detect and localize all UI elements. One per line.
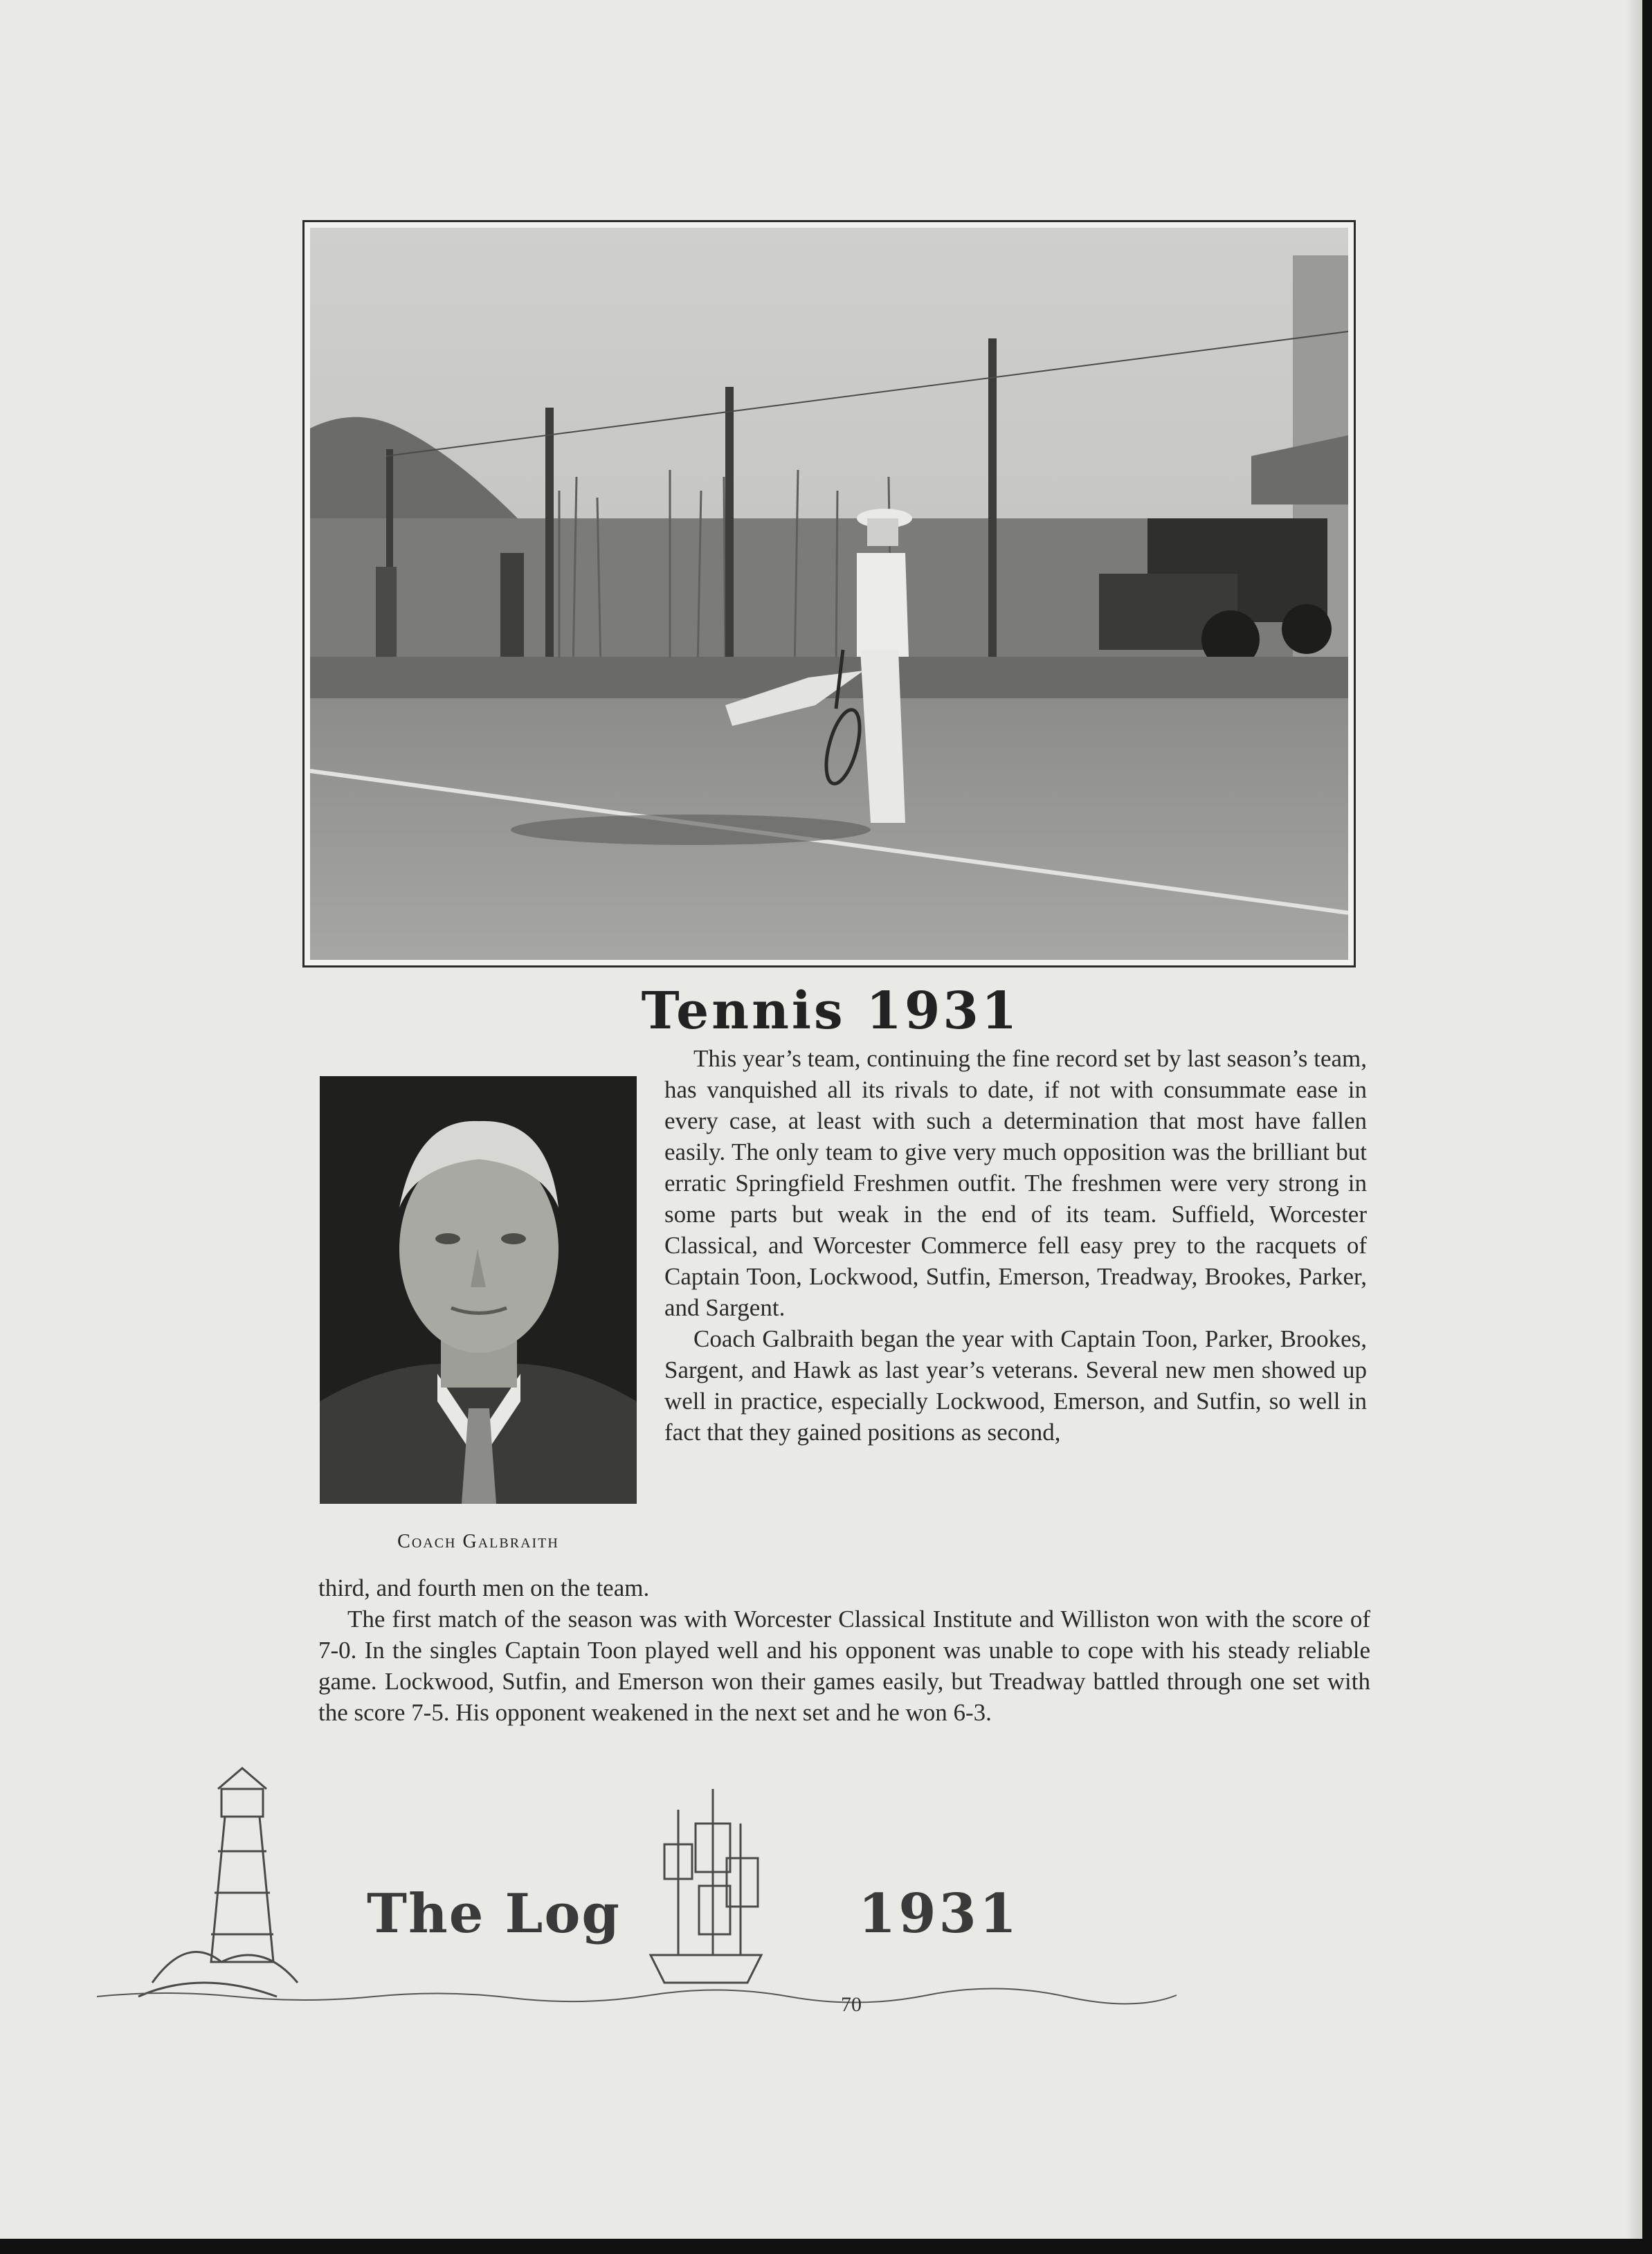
ship-icon: [651, 1789, 761, 1983]
scan-border-right: [1642, 0, 1652, 2254]
lighthouse-icon: [138, 1768, 298, 1997]
paragraph-1: This year’s team, continuing the fine record set by last season’s team, has vanquished all its rivals to date, if not with consummate ease in every case, at least with such a determination that most have fallen easily. The only team to give very much opposition was the brilliant but erratic Springfield Freshmen outfit. The freshmen were very strong in some parts but weak in the end of its team. Suffield, Worcester Classical, and Worcester Commerce fell easy prey to the racquets of Captain Toon, Lockwood, Sutfin, Emerson, Treadway, Brookes, Parker, and Sargent.: [664, 1045, 1367, 1321]
paragraph-3: The first match of the season was with Worcester Classical Institute and Williston won with the score of 7-0. In the singles Captain Toon played well and his opponent was unable to cope with his steady reliable game. Lockwood, Sutfin, and Emerson won their games easily, but Treadway battled through one set with the score 7-5. His opponent weakened in the next set and he won 6-3.: [318, 1606, 1370, 1726]
scan-border-bottom: [0, 2239, 1652, 2254]
tennis-photo-image: [310, 228, 1348, 960]
paragraph-2: Coach Galbraith began the year with Captain Toon, Parker, Brookes, Sargent, and Hawk as last year’s veterans. Several new men showed up well in practice, especially Lockwood, Emerson, and Sutfin, so well in fact that they gained positions as second,: [664, 1325, 1367, 1446]
page-shadow: [1626, 0, 1642, 2239]
portrait-caption: Coach Galbraith: [397, 1531, 559, 1552]
paragraph-2-continued: third, and fourth men on the team.: [318, 1574, 650, 1601]
page-heading: Tennis 1931: [641, 981, 1020, 1041]
footer-year: 1931: [858, 1882, 1020, 1945]
tennis-photo: [302, 220, 1356, 967]
footer-logo-text: The Log: [367, 1882, 621, 1945]
coach-portrait: [320, 1076, 637, 1504]
footer-illustration: [97, 1734, 1204, 2024]
article-text-column: [664, 1043, 1367, 1448]
page-number: 70: [841, 1993, 862, 2016]
article-text-full: [318, 1572, 1370, 1728]
